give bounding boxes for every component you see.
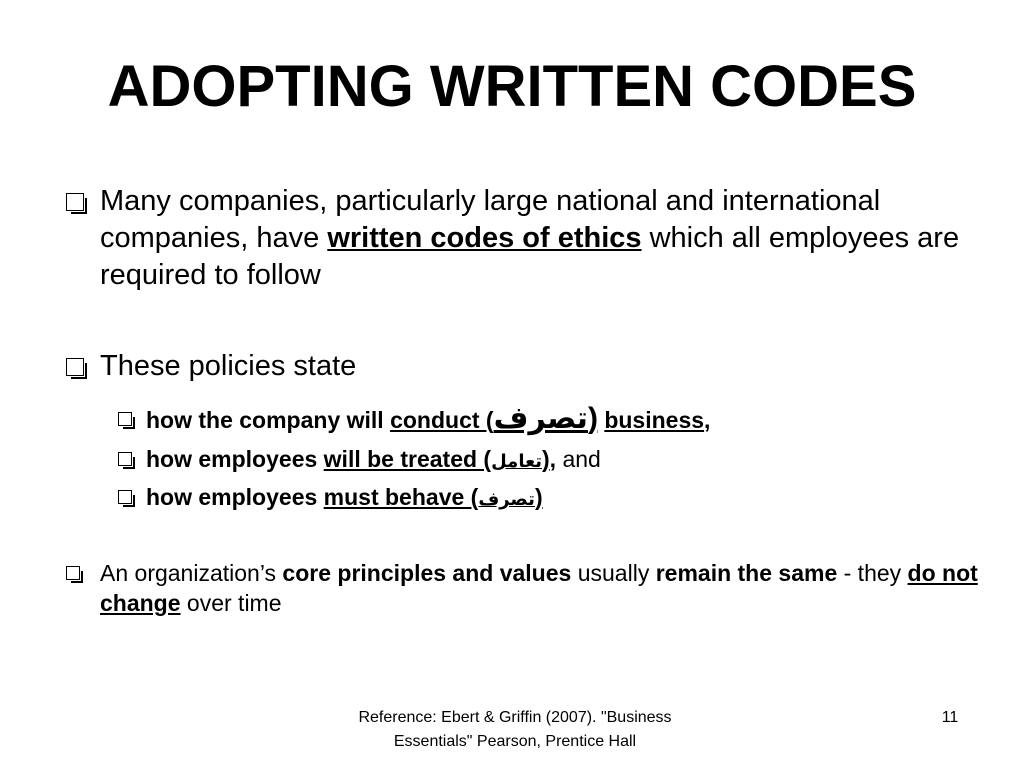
sub-bullet-treated (116, 444, 946, 477)
bold-text: core principles and values (282, 560, 572, 586)
checkbox-bullet-icon (66, 358, 84, 376)
bullet-text: An organization’s (100, 560, 283, 586)
bullet-text: over time (180, 590, 282, 616)
bold-text: remain the same (655, 560, 838, 586)
reference-citation: Reference: Ebert & Griffin (2007). "Business Essentials" Pearson, Prentice Hall (358, 709, 672, 750)
checkbox-bullet-icon (118, 490, 132, 504)
punctuation-text: , (549, 446, 557, 472)
sub-bullet-text: how employees (146, 484, 324, 510)
arabic-text: تعامل (491, 451, 542, 472)
underlined-text: do not change (100, 560, 978, 616)
checkbox-bullet-icon (118, 412, 132, 426)
sub-bullet-text: how the company will (146, 407, 391, 433)
underlined-text: ) (542, 446, 550, 472)
page-number: 11 (941, 709, 959, 726)
sub-bullet-behave (116, 482, 946, 515)
underlined-text: ) (587, 402, 598, 435)
bullet-core-principles (63, 558, 980, 618)
underlined-text: conduct ( (390, 407, 494, 433)
bullet-text: These policies state (100, 350, 357, 382)
arabic-text: تصرف (478, 489, 535, 510)
checkbox-bullet-icon (118, 452, 132, 466)
checkbox-bullet-icon (66, 193, 84, 211)
emphasis-text: written codes of ethics (327, 222, 642, 254)
bullet-written-codes (63, 183, 1000, 294)
punctuation-text: , (704, 407, 711, 433)
bullet-text: - they (837, 560, 908, 586)
bullet-text-end: which all employees are required to follow (100, 222, 960, 291)
checkbox-bullet-icon (66, 566, 80, 580)
underlined-text: must behave ( (323, 484, 479, 510)
bullet-text: usually (571, 560, 656, 586)
slide-title: ADOPTING WRITTEN CODES (107, 54, 917, 119)
bullet-text: Many companies, particularly large national and international companies, have (100, 185, 881, 254)
sub-bullet-text: how employees (146, 446, 324, 472)
plain-text: and (556, 446, 601, 472)
underlined-text: will be treated ( (323, 446, 492, 472)
underlined-text: ) (534, 484, 543, 510)
underlined-text: business (604, 407, 705, 433)
bullet-policies (63, 348, 1000, 385)
arabic-text: تصرف (493, 401, 588, 436)
sub-bullet-conduct (116, 401, 946, 436)
